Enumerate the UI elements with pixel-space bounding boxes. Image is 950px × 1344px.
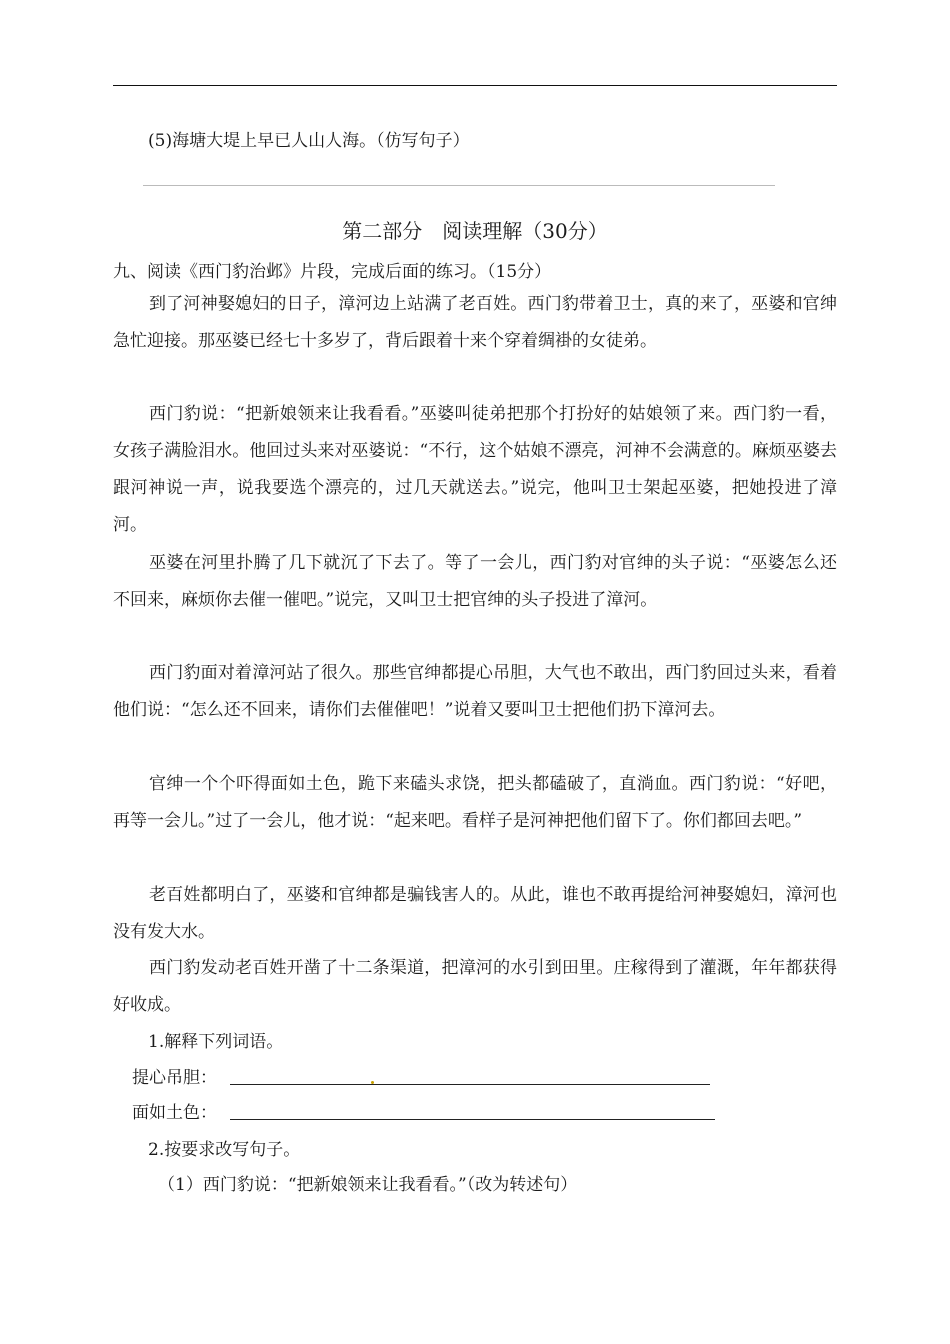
paragraph-1: 到了河神娶媳妇的日子，漳河边上站满了老百姓。西门豹带着卫士，真的来了，巫婆和官绅急忙迎接。那巫婆已经七十多岁了，背后跟着十来个穿着绸褂的女徒弟。 — [113, 294, 837, 351]
term-2-label: 面如土色： — [132, 1103, 217, 1123]
exercise-1-title: 1.解释下列词语。 — [148, 1032, 284, 1052]
answer-line-q5[interactable] — [143, 185, 775, 186]
paragraph-3: 巫婆在河里扑腾了几下就沉了下去了。等了一会儿，西门豹对官绅的头子说：“巫婆怎么还不回来，麻烦你去催一催吧。”说完，又叫卫士把官绅的头子投进了漳河。 — [113, 553, 837, 610]
question-5: (5)海塘大堤上早已人山人海。（仿写句子） — [148, 131, 470, 151]
paragraph-5: 官绅一个个吓得面如土色，跪下来磕头求饶，把头都磕破了，直淌血。西门豹说：“好吧，再等一会儿。”过了一会儿，他才说：“起来吧。看样子是河神把他们留下了。你们都回去吧。” — [113, 774, 837, 831]
header-rule — [113, 85, 837, 86]
term-2-answer-line[interactable] — [230, 1119, 715, 1120]
term-1-label: 提心吊胆： — [132, 1068, 217, 1088]
paragraph-7: 西门豹发动老百姓开凿了十二条渠道，把漳河的水引到田里。庄稼得到了灌溉，年年都获得好收成。 — [113, 958, 837, 1015]
exercise-2-title: 2.按要求改写句子。 — [148, 1140, 301, 1160]
mark-dot — [371, 1081, 374, 1084]
paragraph-6: 老百姓都明白了，巫婆和官绅都是骗钱害人的。从此，谁也不敢再提给河神娶媳妇，漳河也没有发大水。 — [113, 885, 837, 942]
term-1-answer-line[interactable] — [230, 1084, 710, 1085]
paragraph-2: 西门豹说：“把新娘领来让我看看。”巫婆叫徒弟把那个打扮好的姑娘领了来。西门豹一看，女孩子满脸泪水。他回过头来对巫婆说：“不行，这个姑娘不漂亮，河神不会满意的。麻烦巫婆去跟河神说一声，说我要选个漂亮的，过几天就送去。”说完，他叫卫士架起巫婆，把她投进了漳河。 — [113, 404, 837, 535]
exercise-2-item-1: （1）西门豹说：“把新娘领来让我看看。”（改为转述句） — [158, 1175, 578, 1195]
paragraph-4: 西门豹面对着漳河站了很久。那些官绅都提心吊胆，大气也不敢出，西门豹回过头来，看着他们说：“怎么还不回来，请你们去催催吧！”说着又要叫卫士把他们扔下漳河去。 — [113, 663, 837, 720]
section-title: 第二部分 阅读理解（30分） — [342, 219, 608, 243]
question-9-title: 九、阅读《西门豹治邺》片段，完成后面的练习。（15分） — [113, 262, 552, 282]
